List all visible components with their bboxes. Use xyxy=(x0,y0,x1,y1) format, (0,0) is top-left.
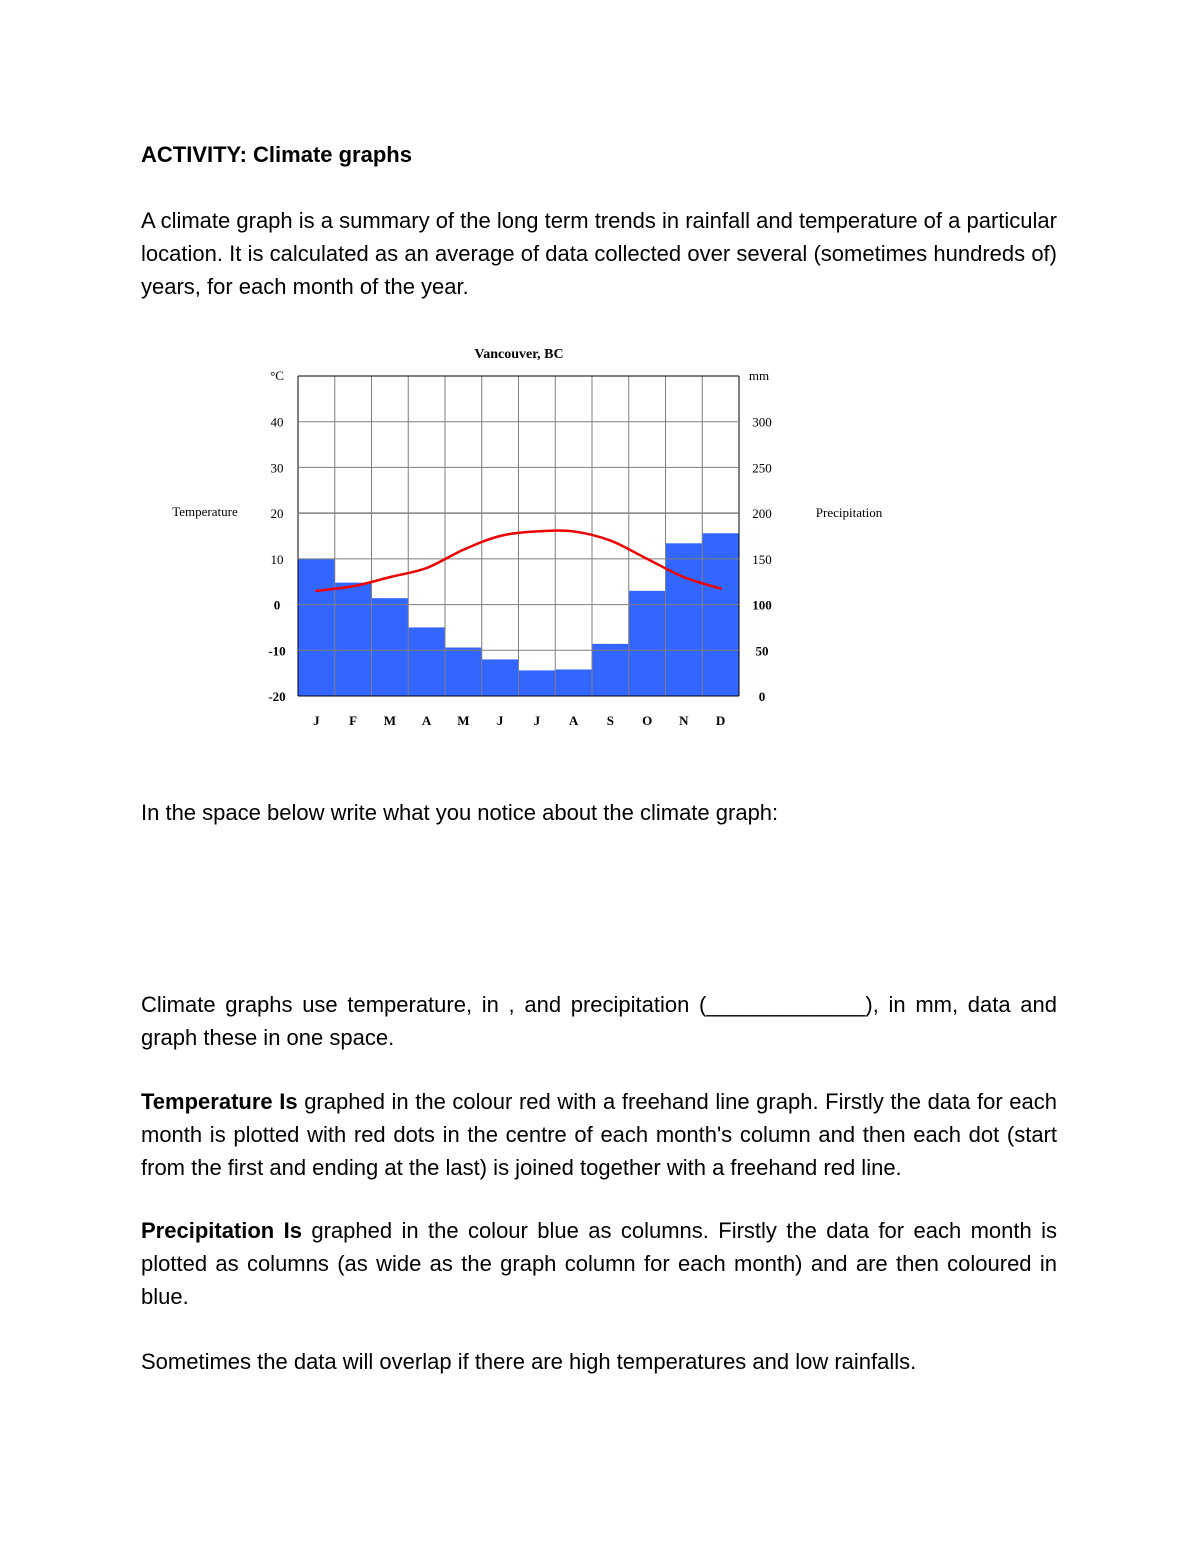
precipitation-bar xyxy=(408,627,445,696)
precipitation-bar xyxy=(372,598,409,696)
climate-graphs-sentence: Climate graphs use temperature, in , and precipitation (_____________), in mm, data and graph these in one space. xyxy=(141,992,1057,1050)
precipitation-bar xyxy=(335,583,372,696)
precipitation-lead: Precipitation Is xyxy=(141,1218,302,1243)
precipitation-bar xyxy=(592,644,629,696)
left-tick-label: 0 xyxy=(273,597,281,613)
precipitation-text: graphed in the colour blue as columns. Firstly the data for each month is plotted as columns (as wide as the graph column for each month) and are then coloured in blue. xyxy=(141,1218,1057,1309)
notice-prompt: In the space below write what you notice about the climate graph: xyxy=(141,800,779,825)
left-tick-label: -20 xyxy=(268,689,286,704)
month-tick-label: J xyxy=(533,713,541,728)
precipitation-bar xyxy=(555,669,592,696)
temperature-text: graphed in the colour red with a freehand line graph. Firstly the data for each month is plotted with red dots in the centre of each month's column and then each dot (start from the first and ending at the last) is joined together with a freehand red line. xyxy=(141,1089,1057,1180)
precipitation-paragraph xyxy=(141,1214,1057,1313)
right-tick-label: 200 xyxy=(752,506,772,522)
precipitation-bar xyxy=(702,533,739,696)
left-unit-label: °C xyxy=(270,368,284,383)
right-tick-label: 50 xyxy=(755,643,769,659)
left-tick-label: 30 xyxy=(270,460,284,476)
right-tick-label: 100 xyxy=(752,597,772,613)
month-tick-label: J xyxy=(313,713,320,728)
precipitation-bar xyxy=(666,543,703,696)
month-tick-label: A xyxy=(421,713,432,728)
climate-graph-svg xyxy=(150,335,910,740)
month-tick-label: D xyxy=(715,713,726,728)
month-tick-label: M xyxy=(383,713,397,728)
intro-paragraph: A climate graph is a summary of the long term trends in rainfall and temperature of a particular location. It is calculated as an average of data collected over several (sometimes hundreds of) years, for each month of the year. xyxy=(141,208,1057,299)
overlap-sentence: Sometimes the data will overlap if there are high temperatures and low rainfalls. xyxy=(141,1349,917,1374)
right-tick-label: 300 xyxy=(752,414,772,430)
precipitation-bar xyxy=(298,559,335,696)
month-tick-label: N xyxy=(679,713,689,728)
precipitation-bar xyxy=(519,670,556,696)
temperature-paragraph xyxy=(141,1085,1057,1184)
precipitation-bar xyxy=(445,648,482,696)
left-axis-title: Temperature xyxy=(172,504,238,519)
month-tick-label: F xyxy=(349,713,358,728)
right-axis-title: Precipitation xyxy=(815,505,883,520)
month-tick-label: O xyxy=(642,713,653,728)
right-unit-label: mm xyxy=(748,368,770,383)
month-tick-label: A xyxy=(568,713,579,728)
left-tick-label: 40 xyxy=(270,414,284,430)
left-tick-label: 20 xyxy=(270,506,284,522)
left-tick-label: -10 xyxy=(268,643,286,659)
temperature-lead: Temperature Is xyxy=(141,1089,298,1114)
chart-title: Vancouver, BC xyxy=(474,347,564,362)
climate-graph xyxy=(150,335,910,740)
right-tick-label: 150 xyxy=(752,551,772,567)
month-tick-label: S xyxy=(606,713,614,728)
left-tick-label: 10 xyxy=(270,551,284,567)
right-tick-label: 250 xyxy=(752,460,772,476)
month-tick-label: M xyxy=(457,713,470,728)
month-tick-label: J xyxy=(496,713,504,728)
activity-heading: ACTIVITY: Climate graphs xyxy=(141,142,412,167)
right-tick-label: 0 xyxy=(758,689,766,704)
precipitation-bar xyxy=(629,591,666,696)
precipitation-bar xyxy=(482,659,519,696)
